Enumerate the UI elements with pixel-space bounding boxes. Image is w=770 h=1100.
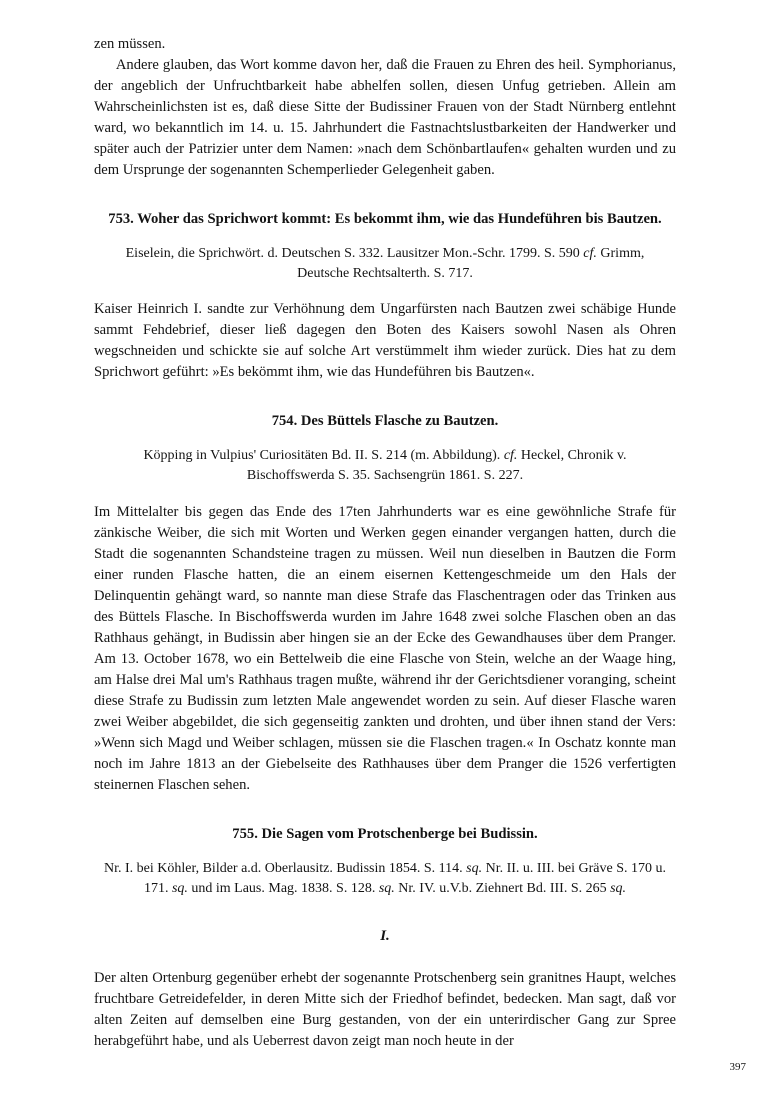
citation-text: Grimm, Deutsche Rechtsalterth. S. 717. (297, 246, 645, 282)
citation-italic-abbrev: cf. (583, 246, 597, 261)
citation-text: Köpping in Vulpius' Curiositäten Bd. II. S. 214 (m. Abbildung). (143, 448, 504, 464)
citation-italic-abbrev: sq. (610, 880, 627, 896)
citation-italic-abbrev: cf. (503, 448, 518, 464)
page-number: 397 (729, 1061, 746, 1074)
paragraph-block: Im Mittelalter bis gegen das Ende des 17ten Jahrhunderts war es eine gewöhnliche Strafe für zänkische Weiber, die sich mit Worten und Werken gegen einander vergangen hatten, durch die Stadt die sogenannten Schandsteine tragen zu müssen. Weil nun dieselben in Bautzen die Form einer runden Flasche hatten, die an einem eisernen Kettengeschmeide um den Hals der Delinquentin gehängt ward, so nannte man diese Strafe das Flaschentragen oder das Trinken aus des Büttels Flasche. In Bischoffswerda wurden im Jahre 1648 zwei solche Flaschen oben an das Rathhaus gehängt, in Budissin aber hingen sie an der Ecke des Gewandhauses über dem Pranger. Am 13. October 1678, wo ein Bettelweib die eine Flasche von Stein, welche an der Waage hing, am Halse drei Mal um's Rathhaus tragen mußte, während ihr der Gerichtsdiener voranging, scheint diese Strafe zu Budissin zum letzten Male angewendet worden zu sein. Auf dieser Flasche waren zwei Weiber abgebildet, die sich gegenseitig zankten und drohten, und über ihnen stand der Vers: »Wenn sich Magd und Weiber schlagen, müssen sie die Flaschen tragen.« In Oschatz konnte man noch im Jahre 1813 an der Giebelseite des Rathhauses über dem Pranger die 1526 verfertigten steinernen Flaschen sehen. (94, 503, 676, 793)
citation-italic-abbrev: sq. (466, 860, 483, 876)
citation-text: Nr. IV. u.V.b. Ziehnert Bd. III. S. 265 (394, 880, 611, 896)
citation-block (104, 859, 666, 899)
paragraph-block: Kaiser Heinrich I. sandte zur Verhöhnung dem Ungarfürsten nach Bautzen zwei schäbige Hunde sammt Fehdebrief, dieser ließ dagegen den Boten des Kaisers sowohl Nasen als Ohren wegschneiden und schickte sie auf solche Art verstümmelt ihm wieder zurück. Dies hat zu dem Sprichwort geführt: »Es bekömmt ihm, wie das Hundeführen bis Bautzen«. (94, 301, 676, 381)
citation-text: Eiselein, die Sprichwört. d. Deutschen S. 332. Lausitzer Mon.-Schr. 1799. S. 590 (125, 246, 584, 261)
paragraph-block: Der alten Ortenburg gegenüber erhebt der sogenannte Protschenberg sein granitnes Haupt, welches fruchtbare Getreidefelder, in deren Mitte sich der Friedhof befindet, bedecken. Man sagt, daß vor alten Zeiten auf demselben eine Burg gestanden, von der ein unterirdischer Gang zur Spree herabgeführt habe, und als Ueberrest davon zeigt man noch heute in der (94, 969, 676, 1049)
citation-text: Nr. II. u. III. bei Gräve S. 170 u. 171. (143, 860, 666, 896)
citation-text: Heckel, Chronik v. Bischoffswerda S. 35. Sachsengrün 1861. S. 227. (246, 448, 627, 484)
citation-italic-abbrev: sq. (171, 880, 188, 896)
continuation-block: zen müssen. (94, 36, 166, 52)
heading-block: 753. Woher das Sprichwort kommt: Es bekommt ihm, wie das Hundeführen bis Bautzen. (108, 211, 662, 227)
section-numeral-block: I. (380, 927, 390, 944)
citation-text: und im Laus. Mag. 1838. S. 128. (187, 880, 379, 896)
heading-block: 754. Des Büttels Flasche zu Bautzen. (271, 413, 499, 430)
citation-block (104, 244, 666, 284)
page-content (94, 34, 676, 1052)
citation-block (104, 446, 666, 486)
citation-text: Nr. I. bei Köhler, Bilder a.d. Oberlausitz. Budissin 1854. S. 114. (104, 860, 467, 876)
citation-italic-abbrev: sq. (378, 880, 395, 896)
paragraph-block: Andere glauben, das Wort komme davon her, daß die Frauen zu Ehren des heil. Symphorianus, der angeblich der Unfruchtbarkeit habe abhelfen sollen, diesen Unfug getrieben. Allein am Wahrscheinlichsten ist es, daß diese Sitte der Budissiner Frauen von der Stadt Nürnberg entlehnt ward, wo bekanntlich im 14. u. 15. Jahrhundert die Fastnachtslustbarkeiten der Handwerker und später auch der Patrizier unter dem Namen: »nach dem Schönbartlaufen« gehalten wurden und zu dem Ursprunge der sogenannten Schemperlieder Gelegenheit gaben. (94, 57, 676, 178)
heading-block: 755. Die Sagen vom Protschenberge bei Budissin. (232, 825, 538, 842)
